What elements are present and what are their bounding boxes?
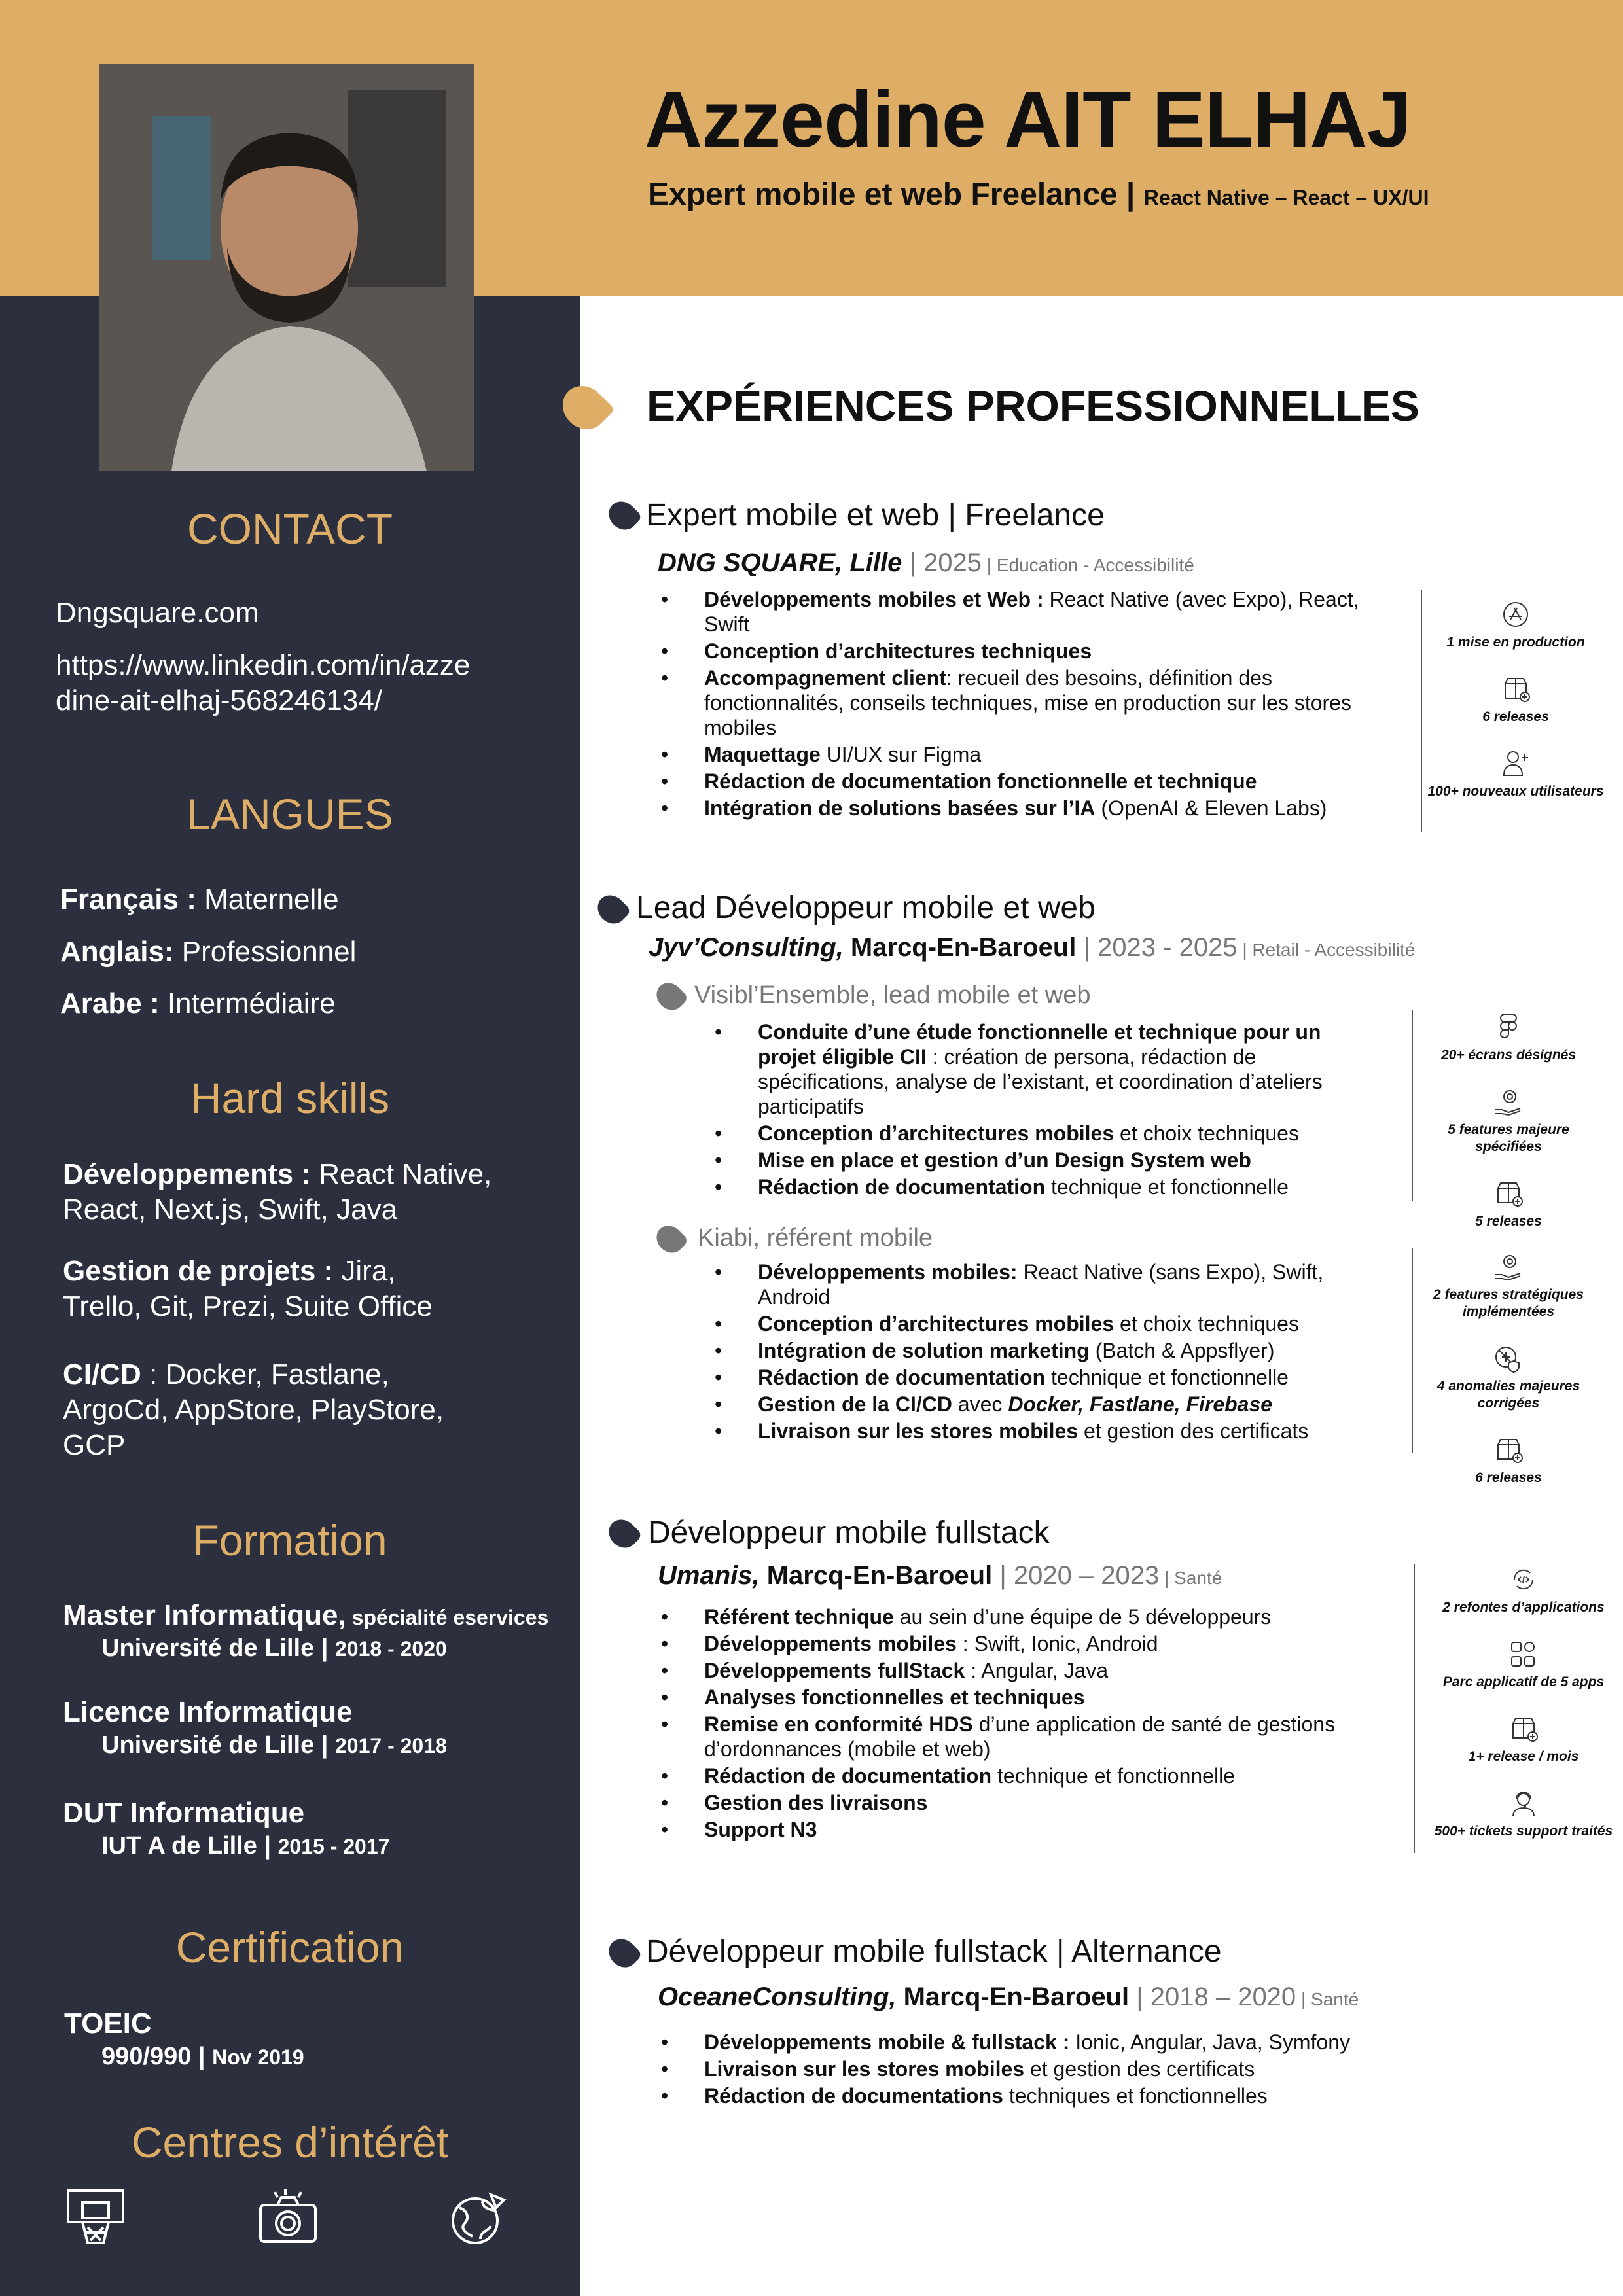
language-name: Français : xyxy=(60,883,196,915)
bullet-highlight: Rédaction de documentation fonctionnelle et technique xyxy=(704,769,1257,793)
bullet-highlight: Maquettage xyxy=(704,743,821,766)
bullet-item xyxy=(661,1631,1387,1656)
metric-item xyxy=(1432,1638,1615,1691)
bullet-highlight: Livraison sur les stores mobiles xyxy=(704,2057,1025,2081)
bullet-item xyxy=(715,1392,1369,1417)
box-plus-icon xyxy=(1493,1178,1524,1209)
bullet-highlight: Analyses fonctionnelles et techniques xyxy=(704,1686,1085,1709)
project-marker-icon xyxy=(651,978,689,1016)
metric-label: 2 features stratégiques implémentées xyxy=(1433,1287,1584,1319)
linkedin-link[interactable] xyxy=(56,648,566,718)
bullet-text: React Native (sans Expo), Swift, Android xyxy=(758,1260,1324,1309)
skill-text: React Native, React, Next.js, Swift, Java xyxy=(63,1158,492,1226)
skill-item xyxy=(63,1157,508,1227)
bullet-text: technique et fonctionnelle xyxy=(991,1764,1235,1788)
metric-label: 5 features majeure spécifiées xyxy=(1448,1122,1569,1154)
metrics xyxy=(1417,1251,1600,1509)
school-years: 2017 - 2018 xyxy=(334,1734,447,1757)
job-title xyxy=(648,177,1429,213)
sector: Santé xyxy=(1311,1989,1359,2009)
experience-title: Expert mobile et web | Freelance xyxy=(646,498,1105,533)
bullet-highlight: Gestion des livraisons xyxy=(704,1791,928,1814)
linkedin-line-2[interactable]: dine-ait-elhaj-568246134/ xyxy=(56,684,383,716)
profile-photo xyxy=(99,64,474,471)
company-name: Umanis, xyxy=(658,1561,760,1590)
bullet-highlight: Développements mobiles: xyxy=(758,1260,1018,1284)
skills-title: Hard skills xyxy=(190,1074,390,1122)
years: 2018 – 2020 xyxy=(1150,1983,1296,2011)
bullet-highlight: Développements mobiles et Web : xyxy=(704,588,1044,611)
project-name: Kiabi, référent mobile xyxy=(698,1224,933,1252)
bullet-highlight: Conduite d’une étude fonctionnelle et technique pour un projet éligible CII xyxy=(758,1020,1321,1069)
bullet-text: UI/UX sur Figma xyxy=(820,743,982,766)
box-plus-icon xyxy=(1493,1434,1524,1466)
school xyxy=(101,1731,447,1759)
project-name: Visibl’Ensemble, lead mobile et web xyxy=(694,981,1091,1009)
bullet-marker-icon xyxy=(603,1514,643,1554)
bullet-item xyxy=(661,587,1400,637)
bullet-item xyxy=(715,1019,1369,1119)
bullet-item xyxy=(661,1817,1387,1842)
code-refresh-icon xyxy=(1508,1564,1539,1595)
experiences-title: EXPÉRIENCES PROFESSIONNELLES xyxy=(647,381,1419,430)
school-name: Université de Lille | xyxy=(101,1731,335,1759)
bullet-highlight: Rédaction de documentation xyxy=(758,1175,1046,1199)
metric-label: 1+ release / mois xyxy=(1468,1749,1579,1764)
bullet-text: et choix techniques xyxy=(1114,1312,1299,1335)
metric-label: 1 mise en production xyxy=(1446,635,1585,650)
metric-item xyxy=(1417,1012,1600,1064)
school-years: 2018 - 2020 xyxy=(334,1637,447,1661)
years: 2023 - 2025 xyxy=(1097,933,1238,962)
metric-label: 100+ nouveaux utilisateurs xyxy=(1427,784,1604,799)
experience-company: DNG SQUARE, Lille | 2025 | Education - Accessibilité xyxy=(658,548,1194,577)
skill-item xyxy=(63,1254,482,1324)
bullet-text: (Batch & Appsflyer) xyxy=(1089,1339,1275,1362)
company-city: Marcq-En-Baroeul xyxy=(896,1983,1130,2011)
bullet-text: technique et fonctionnelle xyxy=(1045,1175,1289,1199)
bullet-text: d’une application de santé de gestions d’ordonnances (mobile et web) xyxy=(704,1712,1336,1761)
bullet-text: avec xyxy=(952,1392,1008,1416)
bullet-item xyxy=(661,1763,1387,1788)
support-agent-icon xyxy=(1508,1788,1539,1819)
company-name: DNG SQUARE, Lille xyxy=(658,548,902,577)
bullet-list xyxy=(661,2030,1446,2110)
school-name: Université de Lille | xyxy=(101,1634,335,1662)
metric-item xyxy=(1432,1713,1615,1765)
bullet-text: : recueil des besoins, définition des fonctionnalités, conseils techniques, mise en production sur les stores mobiles xyxy=(704,666,1351,739)
candidate-name: Azzedine AIT ELHAJ xyxy=(645,75,1411,164)
certification-name: TOEIC xyxy=(64,2007,152,2040)
experience-company: Jyv’Consulting, Marcq-En-Baroeul | 2023 - 2025 | Retail - Accessibilité xyxy=(649,933,1416,962)
school-name: IUT A de Lille | xyxy=(101,1832,278,1860)
metrics xyxy=(1417,1012,1600,1252)
degree-spec: spécialité eservices xyxy=(346,1606,549,1629)
bullet-text: : Swift, Ionic, Android xyxy=(956,1632,1158,1655)
job-title-text: Expert mobile et web Freelance xyxy=(648,177,1118,212)
certification-date: Nov 2019 xyxy=(212,2045,304,2069)
bullet-item xyxy=(715,1260,1369,1309)
apps-grid-icon xyxy=(1508,1638,1539,1670)
bullet-highlight: Rédaction de documentation xyxy=(758,1366,1046,1389)
experience-title: Lead Développeur mobile et web xyxy=(636,891,1096,925)
bullet-item xyxy=(661,2030,1446,2055)
divider xyxy=(1414,1564,1415,1853)
bullet-highlight: Développements fullStack xyxy=(704,1659,965,1682)
bullet-item xyxy=(715,1174,1369,1199)
metric-item xyxy=(1417,1343,1600,1412)
bullet-highlight: Référent technique xyxy=(704,1605,894,1629)
skill-text: : Docker, Fastlane, ArgoCd, AppStore, PlayStore, GCP xyxy=(63,1358,444,1461)
bullet-marker-icon xyxy=(592,890,632,930)
language-name: Arabe : xyxy=(60,987,160,1019)
company-name: Jyv’Consulting, xyxy=(649,933,844,962)
metric-item xyxy=(1432,1564,1615,1616)
bullet-highlight: Rédaction de documentations xyxy=(704,2084,1003,2108)
experience-title: Développeur mobile fullstack | Alternance xyxy=(646,1934,1222,1969)
score: 990/990 | xyxy=(101,2043,213,2070)
metrics xyxy=(1424,599,1607,822)
language-level: Professionnel xyxy=(173,936,357,968)
gear-hand-icon xyxy=(1493,1086,1524,1118)
bullet-item xyxy=(661,1658,1387,1683)
bullet-text: Ionic, Angular, Java, Symfony xyxy=(1069,2030,1351,2054)
bullet-text: React Native (avec Expo), React, Swift xyxy=(704,588,1359,636)
metric-label: 5 releases xyxy=(1475,1214,1542,1229)
bullet-item xyxy=(715,1365,1369,1390)
bullet-item xyxy=(661,796,1400,821)
bullet-item xyxy=(661,665,1400,740)
bullet-item xyxy=(715,1148,1369,1173)
bullet-text: : Angular, Java xyxy=(965,1659,1109,1682)
metric-item xyxy=(1417,1086,1600,1156)
metric-label: 6 releases xyxy=(1475,1470,1542,1485)
company-city: Marcq-En-Baroeul xyxy=(759,1561,993,1590)
skill-label: CI/CD xyxy=(63,1358,141,1390)
language-level: Intermédiaire xyxy=(159,987,336,1019)
bullet-highlight: Développements mobiles xyxy=(704,1632,957,1655)
bullet-list xyxy=(715,1019,1369,1201)
bullet-highlight: Mise en place et gestion d’un Design System web xyxy=(758,1148,1251,1172)
metric-item xyxy=(1424,599,1607,651)
figma-icon xyxy=(1493,1012,1524,1043)
school xyxy=(101,1832,389,1860)
language-item xyxy=(60,986,336,1021)
bullet-text: : création de persona, rédaction de spécifications, analyse de l’existant, et coordination d’ateliers participatifs xyxy=(758,1045,1323,1118)
linkedin-line-1[interactable]: https://www.linkedin.com/in/azze xyxy=(56,649,471,681)
metric-item xyxy=(1417,1251,1600,1320)
sector: Retail - Accessibilité xyxy=(1252,940,1416,960)
metric-label: 4 anomalies majeures corrigées xyxy=(1436,1379,1580,1411)
degree-name: Master Informatique, xyxy=(63,1599,346,1631)
language-level: Maternelle xyxy=(196,883,339,915)
metric-item xyxy=(1417,1434,1600,1487)
metric-item xyxy=(1424,673,1607,726)
education-title: Formation xyxy=(192,1516,387,1564)
bullet-list xyxy=(715,1260,1369,1445)
language-name: Anglais: xyxy=(60,936,174,968)
divider xyxy=(1421,590,1422,832)
degree xyxy=(63,1599,548,1632)
bullet-text: au sein d’une équipe de 5 développeurs xyxy=(893,1605,1272,1629)
website-link[interactable]: Dngsquare.com xyxy=(56,597,259,629)
bullet-item xyxy=(661,1790,1387,1815)
metric-label: 6 releases xyxy=(1482,709,1549,724)
bullet-item xyxy=(715,1311,1369,1336)
basketball-icon xyxy=(64,2187,127,2250)
box-plus-icon xyxy=(1508,1713,1539,1744)
experience-title: Développeur mobile fullstack xyxy=(648,1515,1050,1550)
bullet-item xyxy=(715,1121,1369,1146)
metrics xyxy=(1432,1564,1615,1862)
bullet-item xyxy=(661,639,1400,663)
metric-label: Parc applicatif de 5 apps xyxy=(1442,1674,1605,1689)
bug-shield-icon xyxy=(1493,1343,1524,1374)
bullet-highlight: Conception d’architectures mobiles xyxy=(758,1122,1115,1145)
bullet-highlight: Remise en conformité HDS xyxy=(704,1712,973,1736)
bullet-highlight: Rédaction de documentation xyxy=(704,1764,992,1788)
bullet-list xyxy=(661,587,1400,822)
bullet-highlight: Accompagnement client xyxy=(704,666,946,690)
bullet-list xyxy=(661,1604,1387,1844)
bullet-item xyxy=(661,1604,1387,1629)
bullet-item xyxy=(661,1685,1387,1710)
sector: Santé xyxy=(1174,1568,1222,1588)
certification-title: Certification xyxy=(175,1923,404,1971)
bullet-item xyxy=(661,742,1400,767)
bullet-highlight: Conception d’architectures mobiles xyxy=(758,1312,1115,1335)
bullet-text: (OpenAI & Eleven Labs) xyxy=(1095,796,1327,820)
bullet-item xyxy=(661,1712,1387,1761)
sector: Education - Accessibilité xyxy=(996,555,1194,575)
metric-label: 500+ tickets support traités xyxy=(1434,1824,1613,1839)
languages-title: LANGUES xyxy=(187,790,393,838)
app-store-icon xyxy=(1500,599,1531,630)
metric-item xyxy=(1417,1178,1600,1230)
metric-label: 2 refontes d’applications xyxy=(1442,1600,1605,1615)
project-marker-icon xyxy=(651,1220,689,1258)
separator: | xyxy=(1117,177,1144,212)
bullet-highlight: Intégration de solutions basées sur l’IA xyxy=(704,796,1096,820)
bullet-text: et gestion des certificats xyxy=(1078,1419,1309,1443)
company-city: Marcq-En-Baroeul xyxy=(843,933,1077,962)
skill-label: Gestion de projets : xyxy=(63,1255,334,1287)
bullet-item xyxy=(661,2083,1446,2108)
bullet-highlight: Conception d’architectures techniques xyxy=(704,639,1092,663)
language-item xyxy=(60,934,356,970)
bullet-highlight: Gestion de la CI/CD xyxy=(758,1392,952,1416)
bullet-item xyxy=(661,769,1400,794)
bullet-text: et choix techniques xyxy=(1114,1122,1299,1145)
interests-title: Centres d’intérêt xyxy=(131,2118,449,2166)
degree: DUT Informatique xyxy=(63,1797,305,1829)
bullet-highlight: Docker, Fastlane, Firebase xyxy=(1008,1392,1273,1416)
bullet-text: techniques et fonctionnelles xyxy=(1003,2084,1268,2108)
school xyxy=(101,1634,447,1663)
metric-item xyxy=(1432,1788,1615,1840)
years: 2020 – 2023 xyxy=(1013,1561,1160,1590)
metric-item xyxy=(1424,748,1607,800)
company-name: OceaneConsulting, xyxy=(658,1983,897,2011)
gear-hand-icon xyxy=(1493,1251,1524,1282)
user-plus-icon xyxy=(1500,748,1531,779)
bullet-item xyxy=(661,2057,1446,2081)
bullet-text: et gestion des certificats xyxy=(1024,2057,1255,2081)
skill-text: Jira, Trello, Git, Prezi, Suite Office xyxy=(63,1255,433,1322)
school-years: 2015 - 2017 xyxy=(277,1835,390,1858)
skill-item xyxy=(63,1357,482,1463)
divider xyxy=(1412,1010,1413,1201)
bullet-highlight: Intégration de solution marketing xyxy=(758,1339,1090,1362)
bullet-item xyxy=(715,1419,1369,1443)
years: 2025 xyxy=(923,548,982,577)
bullet-marker-icon xyxy=(603,1934,643,1973)
language-item xyxy=(60,882,339,917)
job-tech: React Native – React – UX/UI xyxy=(1143,186,1429,209)
experience-company: OceaneConsulting, Marcq-En-Baroeul | 2018 – 2020 | Santé xyxy=(658,1983,1359,2011)
experience-company: Umanis, Marcq-En-Baroeul | 2020 – 2023 | Santé xyxy=(658,1561,1222,1590)
bullet-text: technique et fonctionnelle xyxy=(1045,1366,1289,1389)
metric-label: 20+ écrans désignés xyxy=(1440,1048,1577,1063)
box-plus-icon xyxy=(1500,673,1531,705)
bullet-marker-icon xyxy=(603,496,643,536)
bullet-highlight: Support N3 xyxy=(704,1818,817,1841)
degree: Licence Informatique xyxy=(63,1696,353,1728)
globe-travel-icon xyxy=(446,2187,509,2250)
bullet-item xyxy=(715,1338,1369,1363)
contact-title: CONTACT xyxy=(187,504,393,553)
camera-icon xyxy=(257,2187,319,2250)
certification-score xyxy=(101,2043,304,2071)
skill-label: Développements : xyxy=(63,1158,311,1190)
divider xyxy=(1412,1248,1413,1453)
bullet-highlight: Livraison sur les stores mobiles xyxy=(758,1419,1079,1443)
bullet-highlight: Développements mobile & fullstack : xyxy=(704,2030,1070,2054)
